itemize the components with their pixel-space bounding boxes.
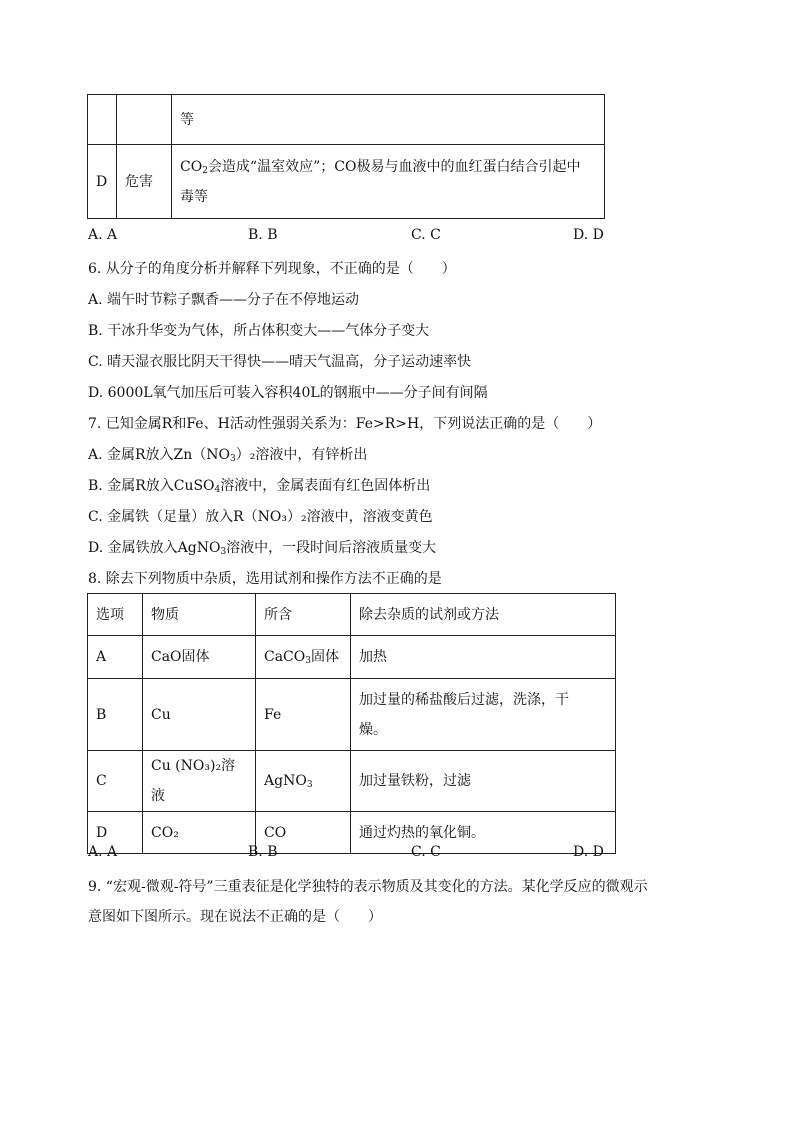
cell-impurity: CaCO$_3$固体 xyxy=(256,636,351,679)
cell-impurity: CO xyxy=(256,812,351,854)
cell-method: 加过量铁粉，过滤 xyxy=(351,751,616,812)
answer-options-q8 xyxy=(88,844,618,864)
option-d[interactable]: D. D xyxy=(573,844,604,860)
q7-option-a[interactable]: A. 金属R放入$Zn(NO_3)_2$溶液中，有锌析出 xyxy=(88,447,368,464)
cell-substance: Cu xyxy=(143,679,256,751)
header-method: 除去杂质的试剂或方法 xyxy=(351,594,616,636)
header-impurity: 所含 xyxy=(256,594,351,636)
table-cell xyxy=(117,95,172,145)
table-continuation xyxy=(87,94,605,219)
option-a[interactable]: A. A xyxy=(88,844,118,860)
question-9-line1: 9. “宏观-微观-符号”三重表征是化学独特的表示物质及其变化的方法。某化学反应的微观示 xyxy=(88,879,648,895)
q7-option-d[interactable]: D. 金属铁放入AgNO$_3$溶液中，一段时间后溶液质量变大 xyxy=(88,540,437,557)
cell-method: 加过量的稀盐酸后过滤，洗涤，干 燥。 xyxy=(351,679,616,751)
question-6-stem: 6. 从分子的角度分析并解释下列现象，不正确的是（ ） xyxy=(88,261,456,277)
table-cell xyxy=(172,95,605,145)
table-row xyxy=(88,679,616,751)
option-c[interactable]: C. C xyxy=(411,844,441,860)
table-row xyxy=(88,145,605,219)
cell-substance: Cu (NO₃)₂溶液 xyxy=(143,751,256,812)
q6-option-c[interactable]: C. 晴天湿衣服比阴天干得快——晴天气温高，分子运动速率快 xyxy=(88,354,472,370)
cell-method: 加热 xyxy=(351,636,616,679)
header-option: 选项 xyxy=(88,594,143,636)
cell-option: B xyxy=(88,679,143,751)
q6-option-d[interactable]: D. 6000L氧气加压后可装入容积40L的钢瓶中——分子间有间隔 xyxy=(88,385,488,401)
cell-option: A xyxy=(88,636,143,679)
cell-method: 通过灼热的氧化铜。 xyxy=(351,812,616,854)
row-category: 危害 xyxy=(117,145,172,219)
row-letter: D xyxy=(88,145,117,219)
q7-option-b[interactable]: B. 金属R放入CuSO$_4$溶液中，金属表面有红色固体析出 xyxy=(88,478,431,495)
cell-option: C xyxy=(88,751,143,812)
table-row xyxy=(88,636,616,679)
option-b[interactable]: B. B xyxy=(248,844,278,860)
header-substance: 物质 xyxy=(143,594,256,636)
table-header-row xyxy=(88,594,616,636)
q6-option-a[interactable]: A. 端午时节粽子飘香——分子在不停地运动 xyxy=(88,292,360,308)
question-8-stem: 8. 除去下列物质中杂质，选用试剂和操作方法不正确的是 xyxy=(88,571,442,587)
cell-option: D xyxy=(88,812,143,854)
table-cell xyxy=(88,95,117,145)
cell-impurity: Fe xyxy=(256,679,351,751)
cell-text: 等 xyxy=(180,111,194,128)
impurity-table xyxy=(87,593,616,854)
cell-substance: CO₂ xyxy=(143,812,256,854)
option-c[interactable]: C. C xyxy=(411,227,441,243)
answer-options-q5 xyxy=(88,227,618,247)
row-description: $CO_2$会造成“温室效应”；CO极易与血液中的血红蛋白结合引起中 毒等 xyxy=(172,145,605,219)
option-d[interactable]: D. D xyxy=(573,227,604,243)
q7-option-c[interactable]: C. 金属铁（足量）放入R（NO₃）₂溶液中，溶液变黄色 xyxy=(88,509,433,525)
q6-option-b[interactable]: B. 干冰升华变为气体，所占体积变大——气体分子变大 xyxy=(88,323,430,339)
table-row xyxy=(88,751,616,812)
option-a[interactable]: A. A xyxy=(88,227,118,243)
cell-impurity: AgNO$_3$ xyxy=(256,751,351,812)
question-7-stem: 7. 已知金属R和Fe、H活动性强弱关系为：Fe>R>H，下列说法正确的是（ ） xyxy=(88,416,602,432)
table-row xyxy=(88,95,605,145)
cell-substance: CaO固体 xyxy=(143,636,256,679)
option-b[interactable]: B. B xyxy=(248,227,278,243)
question-9-line2: 意图如下图所示。现在说法不正确的是（ ） xyxy=(88,909,382,925)
